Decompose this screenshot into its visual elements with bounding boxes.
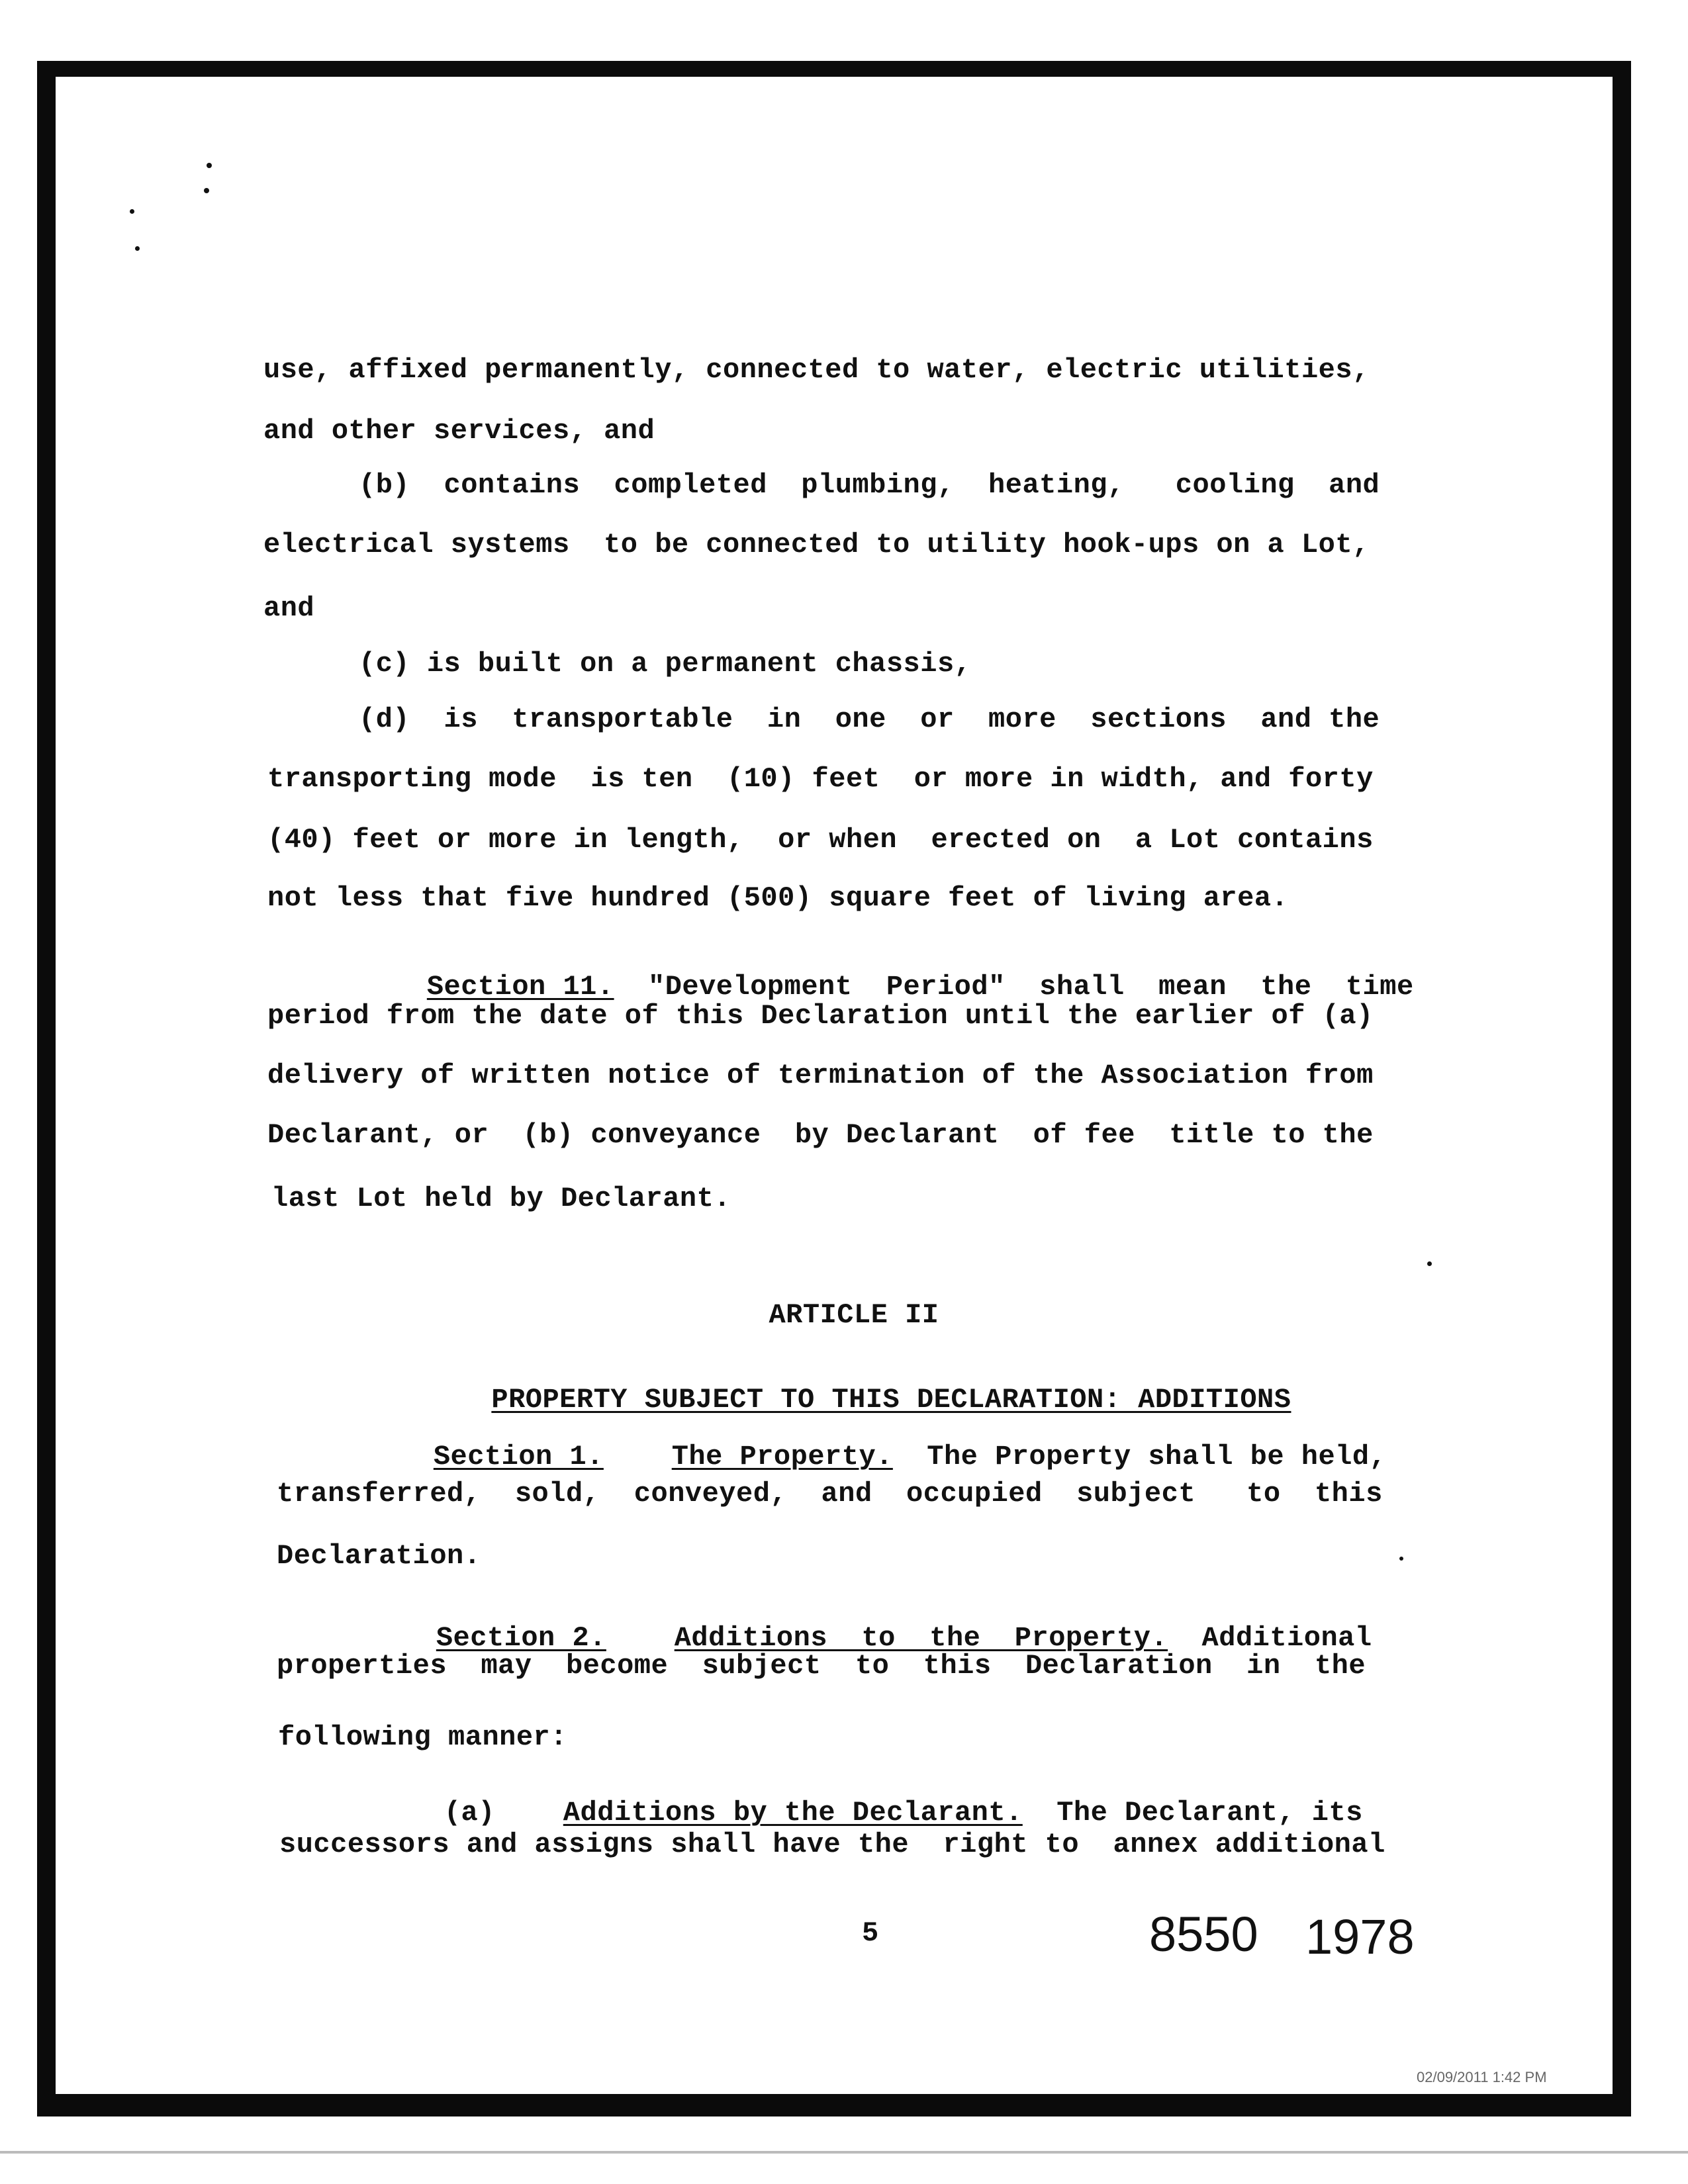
body-line: period from the date of this Declaration until the earlier of (a): [267, 1000, 1374, 1032]
section-2-text: Additional: [1168, 1622, 1372, 1654]
body-line: (b) contains completed plumbing, heating, cooling and: [359, 469, 1380, 501]
body-line: properties may become subject to this Declaration in the: [277, 1650, 1366, 1682]
body-line: delivery of written notice of termination of the Association from: [267, 1060, 1374, 1091]
body-line: electrical systems to be connected to utility hook-ups on a Lot,: [263, 529, 1370, 561]
article-subtitle-text: PROPERTY SUBJECT TO THIS DECLARATION: ADDITIONS: [491, 1384, 1291, 1416]
body-line: and: [263, 592, 315, 624]
section-1-heading: The Property.: [671, 1441, 893, 1473]
body-line: not less that five hundred (500) square feet of living area.: [267, 882, 1289, 914]
scan-speck: [1427, 1261, 1432, 1266]
body-line: use, affixed permanently, connected to water, electric utilities,: [263, 354, 1370, 386]
article-title: ARTICLE II: [769, 1299, 939, 1331]
section-2-heading: Additions to the Property.: [674, 1622, 1168, 1654]
scan-speck: [130, 209, 134, 214]
body-line: (d) is transportable in one or more sections and the: [359, 704, 1380, 735]
subsection-a-text: The Declarant, its: [1022, 1797, 1363, 1829]
body-line: and other services, and: [263, 415, 655, 447]
section-1-text: The Property shall be held,: [892, 1441, 1387, 1473]
page-reference: 1978: [1305, 1909, 1415, 1964]
section-1-label: Section 1.: [433, 1441, 604, 1473]
body-line: transferred, sold, conveyed, and occupied subject to this: [277, 1478, 1383, 1510]
body-line: (40) feet or more in length, or when erected on a Lot contains: [267, 824, 1374, 856]
body-line: (c) is built on a permanent chassis,: [359, 648, 972, 680]
book-number: 8550: [1149, 1907, 1258, 1962]
scan-speck: [1399, 1557, 1403, 1561]
body-line: Declarant, or (b) conveyance by Declarant of fee title to the: [267, 1119, 1374, 1151]
subsection-a-heading: Additions by the Declarant.: [563, 1797, 1023, 1829]
body-line: transporting mode is ten (10) feet or more in width, and forty: [267, 763, 1374, 795]
section-2-label: Section 2.: [436, 1622, 606, 1654]
scan-speck: [204, 188, 209, 193]
body-line: Declaration.: [277, 1540, 481, 1572]
body-line: last Lot held by Declarant.: [271, 1183, 731, 1214]
scan-speck: [135, 246, 140, 251]
scan-speck: [207, 163, 212, 168]
body-line: successors and assigns shall have the right to annex additional: [279, 1829, 1385, 1860]
section-11-text: "Development Period" shall mean the time: [614, 971, 1414, 1003]
bottom-rule: [0, 2151, 1688, 2154]
print-timestamp: 02/09/2011 1:42 PM: [1417, 2069, 1547, 2085]
subsection-a-label: (a): [444, 1797, 495, 1829]
page-number: 5: [862, 1917, 879, 1949]
section-11-label: Section 11.: [426, 971, 614, 1003]
body-line: following manner:: [278, 1721, 567, 1753]
